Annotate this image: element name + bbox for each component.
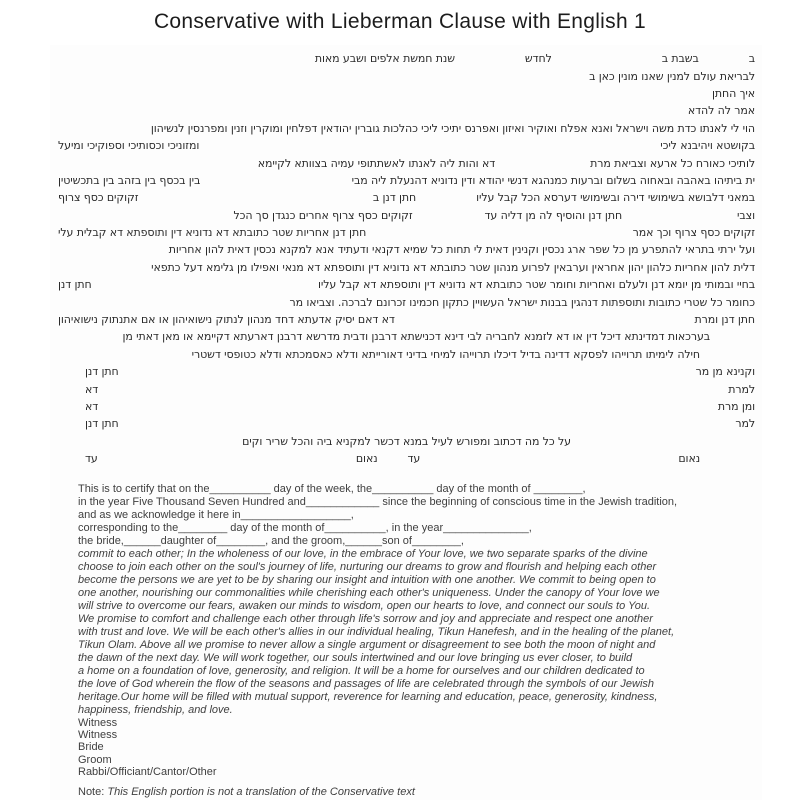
english-vow-line: heritage.Our home will be filled with mutual support, reverence for learning and education, peace, generosity, kindness, xyxy=(78,691,658,703)
hebrew-text-segment: בקושטא ויהיבנא ליכי xyxy=(660,139,755,153)
hebrew-text-segment: חתן דנן והוסיף לה מן דליה עד xyxy=(484,208,623,222)
english-vow-line: We promise to comfort and challenge each other through life's sorrow and joy and appreciate and respect one another xyxy=(78,613,653,625)
hebrew-text-segment: דא xyxy=(85,400,99,413)
hebrew-line xyxy=(58,293,755,310)
signature-label: Groom xyxy=(78,753,112,766)
english-vow-line: a home on a foundation of love, generosity, and religion. It will be a home for ourselves and our children dedicated to xyxy=(78,665,645,677)
hebrew-line xyxy=(58,172,755,189)
page-title: Conservative with Lieberman Clause with English 1 xyxy=(153,10,647,33)
fill-in-blank-space xyxy=(98,389,728,390)
hebrew-text-segment: ומזוניכי וכסותיכי וספוקיכי ומיעל xyxy=(58,139,200,153)
fill-in-blank-space xyxy=(98,458,356,459)
hebrew-text-segment: חתן דנן xyxy=(58,278,92,292)
english-vow-line: become the persons we are yet to be by sharing our insight and intuition with one another. We commit to being open to xyxy=(78,574,656,586)
english-text-block xyxy=(78,483,742,799)
hebrew-text-segment: וקנינא מן מר xyxy=(695,365,755,379)
hebrew-text-segment: נאום xyxy=(355,452,378,466)
hebrew-text-segment: למרת xyxy=(728,382,755,396)
hebrew-line xyxy=(58,433,755,450)
english-vow-line: will strive to overcome our fears, awaken our minds to wisdom, open our hearts to love, and connect our souls to You. xyxy=(78,600,651,612)
fill-in-blank-space xyxy=(92,284,318,285)
fill-in-blank-space xyxy=(366,232,632,233)
hebrew-text-segment: בערכאות דמדינתא דיכל דין או דא לזמנא לחבריה לבי דינא דכנישתא דרבנן ודבית מדרשא דרבנן דארעתא דקיימא או מאן דאתי מן xyxy=(122,330,710,344)
english-vow-line: Tikun Olam. Above all we promise to never allow a single argument or disagreement to see both the moon of night and xyxy=(78,639,656,651)
hebrew-line xyxy=(58,189,755,206)
hebrew-line xyxy=(58,415,755,432)
fill-in-blank-space xyxy=(699,58,749,59)
hebrew-text-segment: במאני דלבושא בשימושי דירה ובשימושי דערסא הכל קבל עליו xyxy=(476,191,755,205)
hebrew-text-segment: דא והות ליה לאנתו לאשתתופי עמיה בצוותא לקיימא xyxy=(257,156,496,170)
hebrew-line xyxy=(58,85,755,102)
signature-label: Rabbi/Officiant/Cantor/Other xyxy=(78,765,217,778)
english-vow-line: commit to each other; In the wholeness of our love, in the embrace of Your love, we two separate sparks of the divine xyxy=(78,548,648,560)
hebrew-text-segment: לותיכי כאורח כל ארעא וצביאת מרת xyxy=(590,156,755,170)
fill-in-blank-space xyxy=(119,423,736,424)
hebrew-line xyxy=(58,311,755,328)
hebrew-line xyxy=(58,50,755,67)
fill-in-blank-space xyxy=(495,163,590,164)
english-intro-line: in the year Five Thousand Seven Hundred and____________ since the beginning of conscious time in the Jewish tradition, xyxy=(78,496,678,508)
hebrew-text-segment: נאום xyxy=(678,452,700,466)
english-vow-line: the love of God wherein the flow of the seasons and passages of life are celebrated through the symbols of our Jewish xyxy=(78,678,655,690)
hebrew-text-segment: בשבת ב xyxy=(661,52,699,66)
english-vow-paragraph xyxy=(78,548,742,717)
hebrew-text-segment: חתן דנן אחריות שטר כתובתא דא נדוניא דין ותוספתא דא קבלית עלי xyxy=(58,226,367,240)
hebrew-text-segment: זקוקים כסף צרוף וכך אמר xyxy=(632,226,755,240)
fill-in-blank-space xyxy=(98,406,718,407)
hebrew-line xyxy=(58,346,755,363)
hebrew-text-segment: ית ביתיהו באהבה ובאחוה בשלום וברעות כמנהגא דנשי יהודא ודין נדוניא דהנעלת ליה מבי xyxy=(351,173,755,187)
fill-in-blank-space xyxy=(395,319,695,320)
hebrew-line xyxy=(58,102,755,119)
hebrew-text-segment: הוי לי לאנתו כדת משה וישראל ואנא אפלח ואוקיר ואיזון ואפרנס יתיכי ליכי כהלכות גוברין יהודאין דפלחין ומוקרין וזנין ומפרנסין לנשיהון xyxy=(150,121,755,135)
fill-in-blank-space xyxy=(455,58,525,59)
fill-in-blank-space xyxy=(199,145,660,146)
hebrew-text-segment: חתן דנן ומרת xyxy=(694,313,755,327)
hebrew-line xyxy=(58,224,755,241)
fill-in-blank-space xyxy=(200,180,351,181)
hebrew-text-segment: ומן מרת xyxy=(717,400,755,413)
english-intro-line: This is to certify that on the__________ day of the week, the__________ day of the month of ________, xyxy=(78,483,586,495)
hebrew-text-segment: זקוקים כסף צרוף xyxy=(58,191,139,205)
fill-in-blank-space xyxy=(416,197,476,198)
hebrew-text-segment: כחומר כל שטרי כתובות ותוספתות דנהגין בבנות ישראל העשויין כתקון חכמינו זכרונם לברכה. וצביאו מר xyxy=(289,295,755,309)
english-vow-line: with trust and love. We will be each other's allies in our individual healing, Tikun Hanefesh, and in the healing of the planet, xyxy=(78,626,675,638)
hebrew-line xyxy=(58,241,755,258)
hebrew-text-segment: ב xyxy=(748,52,755,66)
hebrew-text-segment: וצבי xyxy=(737,208,755,222)
hebrew-text-segment: עד xyxy=(85,452,98,466)
hebrew-text-block xyxy=(58,50,755,467)
english-intro-paragraph xyxy=(78,483,742,548)
hebrew-text-segment: לחדש xyxy=(524,52,552,66)
english-intro-line: corresponding to the________ day of the month of__________, in the year______________, xyxy=(78,522,532,534)
fill-in-blank-space xyxy=(138,197,372,198)
hebrew-line xyxy=(58,154,755,171)
fill-in-blank-space xyxy=(413,215,485,216)
hebrew-line xyxy=(58,259,755,276)
hebrew-text-segment: דלית להון אחריות כלהון יהון אחראין וערבאין לפרוע מנהון שטר כתובתא דא נדוניא דין ותוספתא דא מנאי ואפילו מן גלימא דעל כתפאי xyxy=(151,260,755,274)
hebrew-line xyxy=(58,398,755,415)
signature-label: Witness xyxy=(78,717,118,729)
hebrew-text-segment: דא דאם יסיק אדעתא דחד מנהון לנתוק נישואיהון או אם אתנתוק נישואיהון xyxy=(58,313,395,327)
hebrew-text-segment: איך החתן xyxy=(711,86,755,100)
hebrew-text-segment: זקוקים כסף צרוף אחרים כנגדן סך הכל xyxy=(233,208,413,222)
signature-label-block xyxy=(78,717,742,778)
hebrew-text-segment: חתן דנן ב xyxy=(372,191,417,205)
hebrew-text-segment: חתן דנן xyxy=(85,417,119,431)
hebrew-text-segment: עד xyxy=(407,452,421,466)
english-intro-line: the bride,______daughter of________, and the groom,______son of________, xyxy=(78,535,464,547)
bottom-note xyxy=(78,786,742,799)
note-label: Note: xyxy=(78,786,105,799)
hebrew-text-segment: בחיי ובמותי מן יומא דנן ולעלם ואחריות וחומר שטר כתובתא דא נדוניא דין ותוספתא דא קבל עליו xyxy=(317,278,755,292)
hebrew-text-segment: ועל ירתי בתראי להתפרע מן כל שפר ארג נכסין וקנינין דאית לי תחות כל שמיא דקנאי ודעתיד אנא למקנא נכסין דאית להון אחריות xyxy=(168,243,755,257)
english-vow-line: the dawn of the next day. We will work together, our souls intertwined and our love bringing us ever closer, to build xyxy=(78,652,633,664)
hebrew-text-segment: חילה לימיתו תרוייהו לפסקא דדינה בדיל דיכלו תרוייהו למיחי בדיני דאורייתא ודלא כאסמכתא ודלא כטופסי דשטרי xyxy=(191,347,700,361)
hebrew-text-segment: אמר לה להדא xyxy=(687,104,755,118)
fill-in-blank-space xyxy=(378,458,408,459)
fill-in-blank-space xyxy=(552,58,662,59)
hebrew-line xyxy=(58,363,755,380)
english-vow-line: happiness, friendship, and love. xyxy=(78,704,233,716)
signature-label: Witness xyxy=(78,729,118,742)
note-text: This English portion is not a translation of the Conservative text xyxy=(107,786,415,799)
fill-in-blank-space xyxy=(119,371,696,372)
hebrew-line xyxy=(58,380,755,397)
hebrew-line xyxy=(58,276,755,293)
hebrew-text-segment: שנת חמשת אלפים ושבע מאות xyxy=(314,52,455,66)
english-vow-line: one another, nourishing our commonalities while cherishing each other's uniqueness. Under the canopy of Your love we xyxy=(78,587,660,599)
english-intro-line: and as we acknowledge it here in__________________, xyxy=(78,509,354,521)
hebrew-line xyxy=(58,450,755,467)
hebrew-text-segment: דא xyxy=(85,382,99,396)
hebrew-line xyxy=(58,120,755,137)
signature-label: Bride xyxy=(78,741,104,754)
hebrew-text-segment: חתן דנן xyxy=(85,365,119,379)
hebrew-text-segment: למר xyxy=(735,417,755,431)
fill-in-blank-space xyxy=(420,458,678,459)
hebrew-line xyxy=(58,328,755,345)
english-vow-line: choose to join each other on the soul's journey of life, nurturing our dreams to grow and flourish and helping each other xyxy=(78,561,657,573)
hebrew-text-segment: על כל מה דכתוב ומפורש לעיל במנא דכשר למקניא ביה והכל שריר וקים xyxy=(242,434,571,448)
hebrew-text-segment: לבריאת עולם למנין שאנו מונין כאן ב xyxy=(589,69,755,83)
hebrew-line xyxy=(58,137,755,154)
hebrew-line xyxy=(58,67,755,84)
fill-in-blank-space xyxy=(622,215,737,216)
hebrew-line xyxy=(58,207,755,224)
hebrew-text-segment: בין בכסף בין בזהב בין בתכשיטין xyxy=(58,173,201,187)
